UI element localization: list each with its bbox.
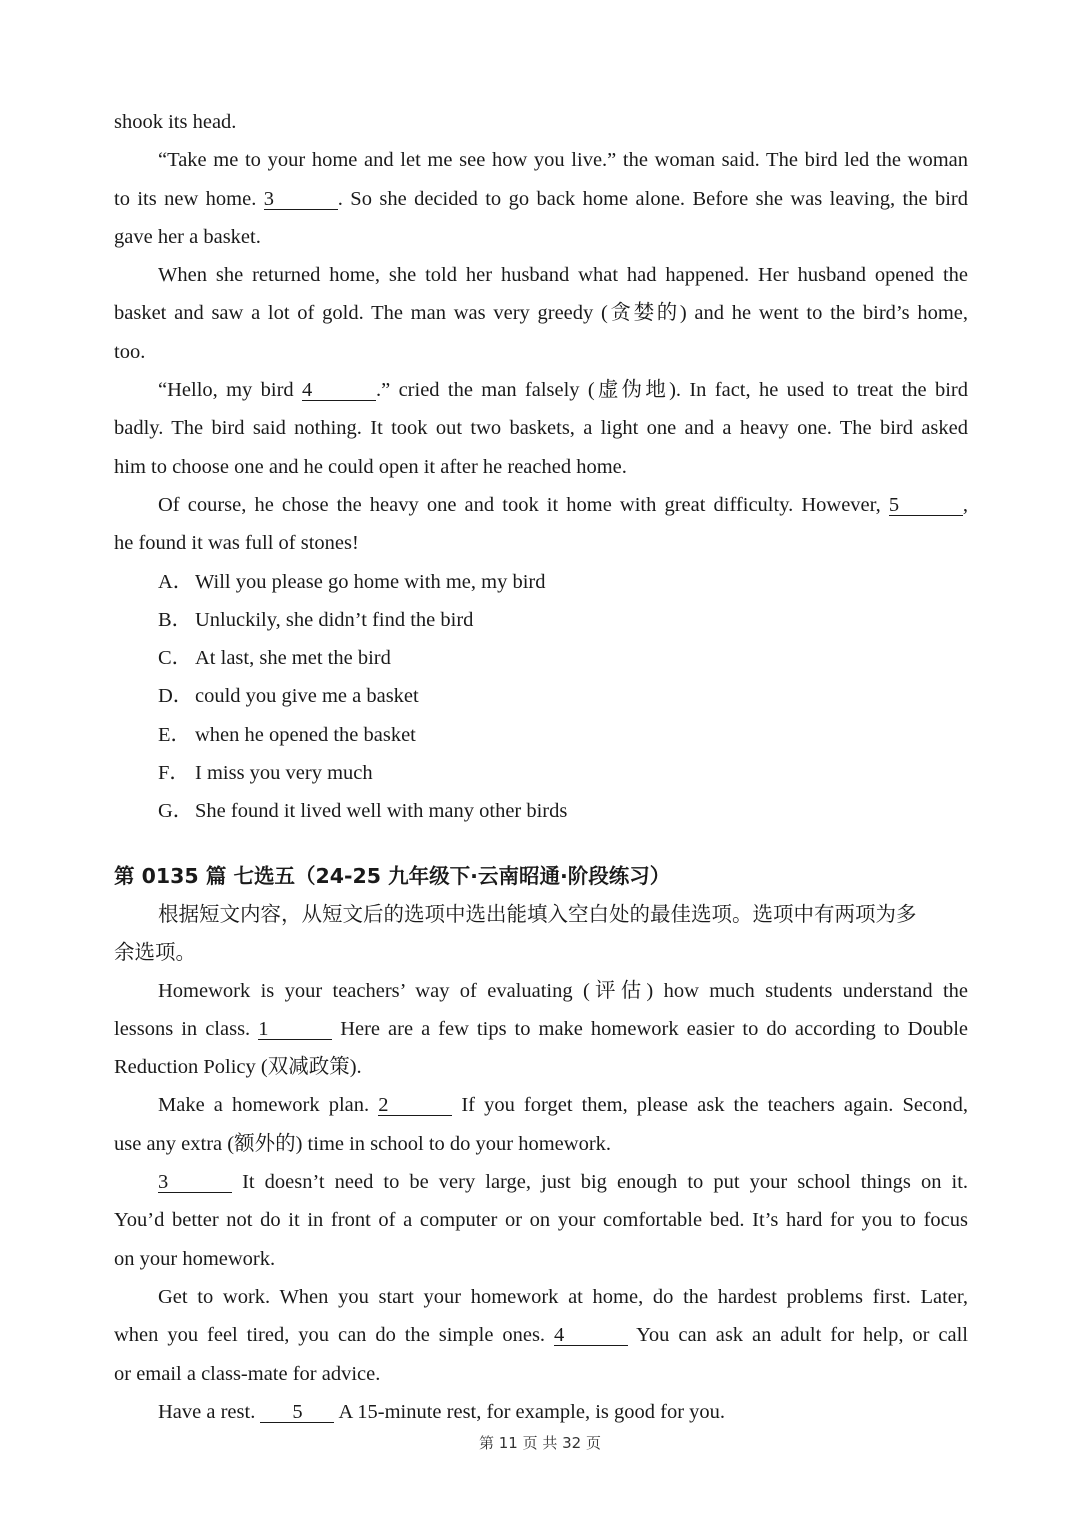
text-line: gave her a basket. xyxy=(114,225,261,248)
text-line: when you feel tired, you can do the simple ones. 4 You can ask an adult for help, or call xyxy=(114,1324,968,1347)
text-line: “Hello, my bird 4 .” cried the man falsely (虚伪地). In fact, he used to treat the bird xyxy=(158,379,968,402)
text-line: lessons in class. 1 Here are a few tips to make homework easier to do according to Double xyxy=(114,1017,969,1040)
blank-3: 3 xyxy=(158,1172,232,1193)
text-line: badly. The bird said nothing. It took out two baskets, a light one and a heavy one. The bird asked xyxy=(114,417,968,440)
option-item: D．could you give me a basket xyxy=(158,685,419,708)
text-line: use any extra (额外的) time in school to do your homework. xyxy=(114,1132,612,1155)
text-line: Have a rest. 5 A 15-minute rest, for example, is good for you. xyxy=(158,1400,726,1423)
blank-4: 4 xyxy=(554,1325,628,1346)
text-line: When she returned home, she told her husband what had happened. Her husband opened the xyxy=(158,264,968,287)
option-item: C． At last, she met the bird xyxy=(158,647,391,670)
text-line: Homework is your teachers’ way of evaluating (评估) how much students understand the xyxy=(158,979,968,1002)
page-footer: 第 11 页 共 32 页 xyxy=(478,1434,601,1452)
blank-3: 3 xyxy=(264,189,338,210)
text-line: Of course, he chose the heavy one and took it home with great difficulty. However, 5 , xyxy=(158,493,969,516)
text-line: he found it was full of stones! xyxy=(114,532,359,555)
option-item: F． I miss you very much xyxy=(158,762,373,785)
option-item: B． Unluckily, she didn’t find the bird xyxy=(158,608,474,631)
blank-5: 5 xyxy=(889,495,963,516)
text-line: Make a homework plan. 2 If you forget them, please ask the teachers again. Second, xyxy=(158,1094,969,1117)
option-item: E． when he opened the basket xyxy=(158,723,416,746)
option-item: G．She found it lived well with many other birds xyxy=(158,800,568,823)
text-line: “Take me to your home and let me see how you live.” the woman said. The bird led the woman xyxy=(158,149,968,172)
instruction-line: 余选项。 xyxy=(114,940,196,965)
options-list xyxy=(114,563,968,831)
text-line: or email a class-mate for advice. xyxy=(114,1362,381,1385)
blank-4: 4 xyxy=(302,380,376,401)
text-line: basket and saw a lot of gold. The man was very greedy (贪婪的) and he went to the bird’s home, xyxy=(114,302,968,325)
text-line: too. xyxy=(114,340,146,363)
text-line: shook its head. xyxy=(114,111,237,133)
text-line: You’d better not do it in front of a computer or on your comfortable bed. It’s hard for you to focus xyxy=(114,1209,968,1232)
text-line: him to choose one and he could open it after he reached home. xyxy=(114,455,627,478)
instruction-line: 根据短文内容，从短文后的选项中选出能填入空白处的最佳选项。选项中有两项为多 xyxy=(158,901,917,926)
text-line: Reduction Policy (双减政策). xyxy=(114,1056,362,1079)
blank-1: 1 xyxy=(258,1019,332,1040)
option-item: A．Will you please go home with me, my bird xyxy=(158,570,546,593)
blank-5: 5 xyxy=(260,1402,334,1423)
blank-2: 2 xyxy=(378,1095,452,1116)
text-line: on your homework. xyxy=(114,1247,276,1270)
section-heading: 第 0135 篇 七选五（24-25 九年级下·云南昭通·阶段练习） xyxy=(114,863,671,888)
text-line: to its new home. 3 . So she decided to go back home alone. Before she was leaving, the bird xyxy=(114,187,968,210)
text-line: 3 It doesn’t need to be very large, just big enough to put your school things on it. xyxy=(158,1171,969,1194)
text-line: Get to work. When you start your homework at home, do the hardest problems first. Later, xyxy=(158,1285,968,1308)
